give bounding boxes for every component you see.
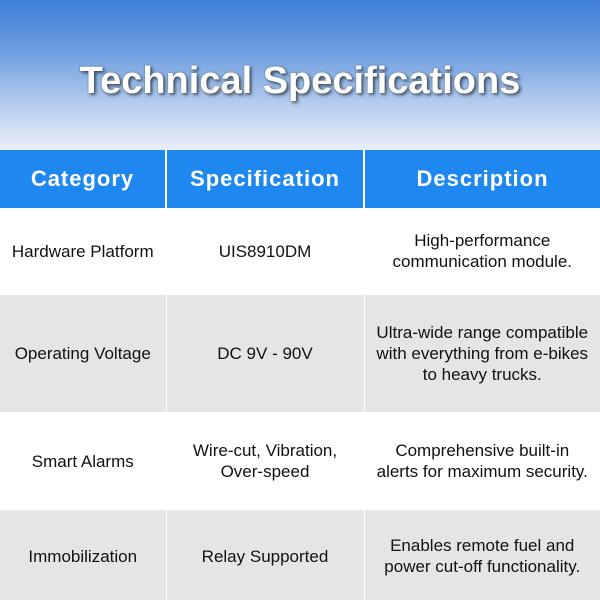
cell-category: Hardware Platform [0, 208, 166, 295]
cell-specification: DC 9V - 90V [166, 295, 364, 413]
table-row [0, 510, 600, 600]
cell-specification: Wire-cut, Vibration, Over-speed [166, 413, 364, 510]
title-banner [0, 0, 600, 150]
cell-specification: Relay Supported [166, 510, 364, 600]
column-header-description: Description [364, 150, 600, 208]
cell-specification: UIS8910DM [166, 208, 364, 295]
specifications-table [0, 150, 600, 600]
table-row [0, 413, 600, 510]
page-title: Technical Specifications [79, 59, 521, 102]
table-header-row [0, 150, 600, 208]
cell-description: Comprehensive built-in alerts for maximum security. [364, 413, 600, 510]
cell-description: Ultra-wide range compatible with everything from e-bikes to heavy trucks. [364, 295, 600, 413]
cell-category: Smart Alarms [0, 413, 166, 510]
cell-category: Immobilization [0, 510, 166, 600]
table-row [0, 208, 600, 295]
column-header-category: Category [0, 150, 166, 208]
cell-category: Operating Voltage [0, 295, 166, 413]
cell-description: Enables remote fuel and power cut-off functionality. [364, 510, 600, 600]
cell-description: High-performance communication module. [364, 208, 600, 295]
table-row [0, 295, 600, 413]
column-header-specification: Specification [166, 150, 364, 208]
